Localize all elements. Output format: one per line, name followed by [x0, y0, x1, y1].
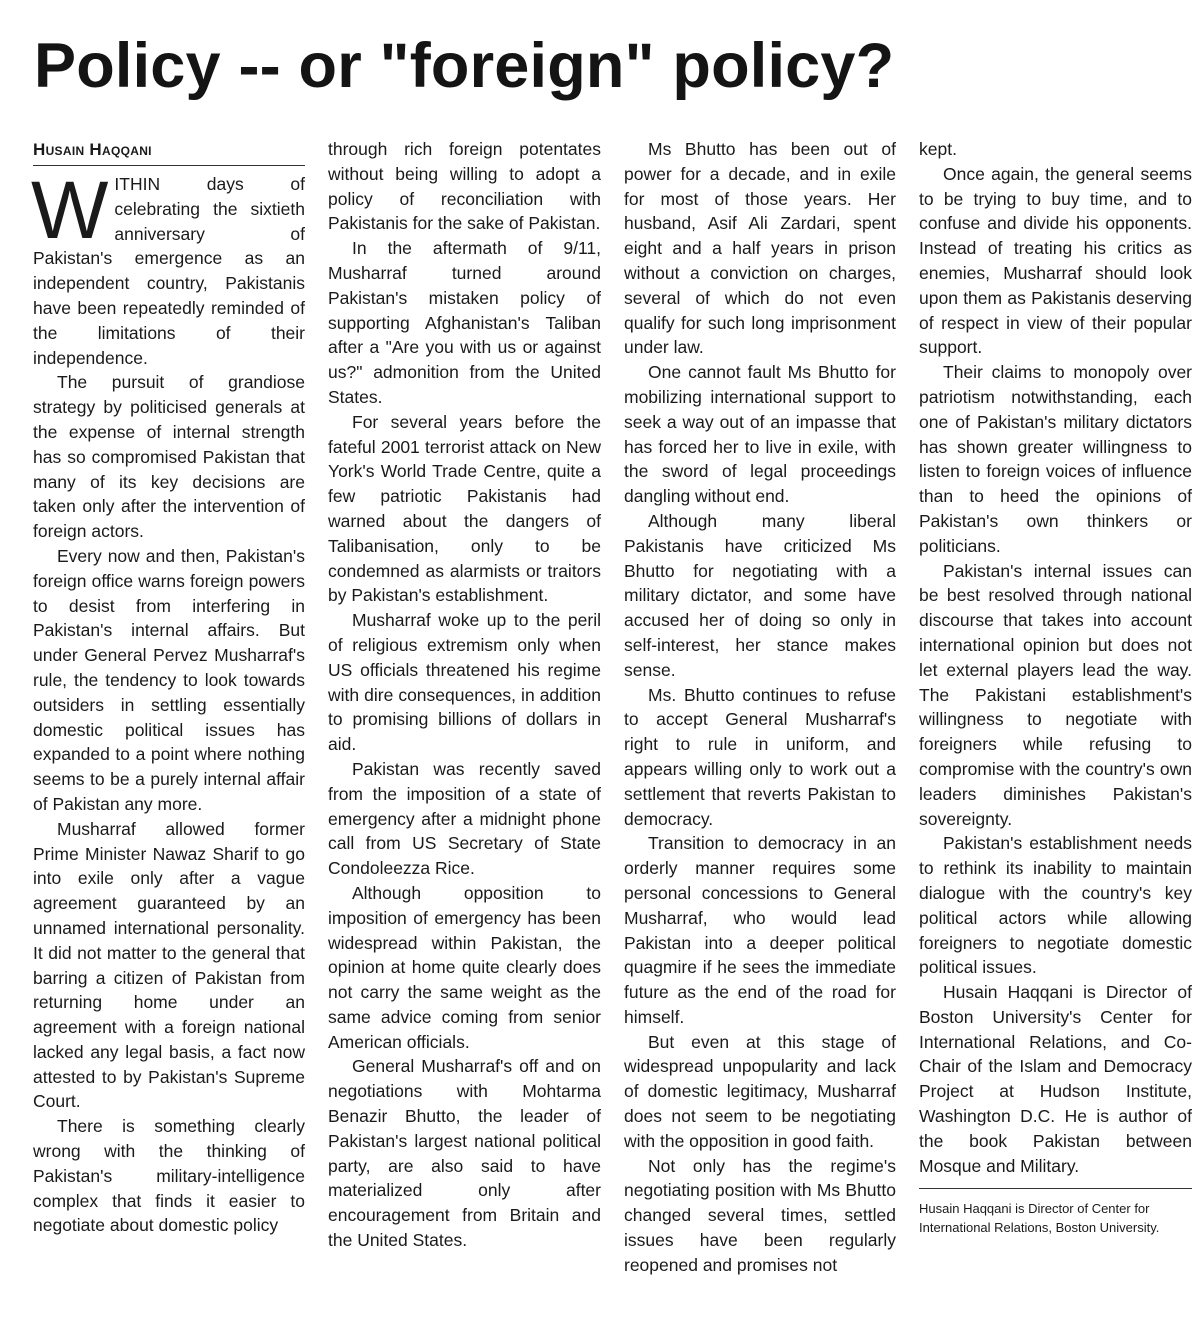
column-2	[328, 137, 601, 1278]
paragraph: kept.	[919, 139, 957, 159]
paragraph: Not only has the regime's negotiating position with Ms Bhutto changed several times, settled issues have been regularly reopened and promises not	[624, 1155, 896, 1275]
paragraph: General Musharraf's off and on negotiations with Mohtarma Benazir Bhutto, the leader of Pakistan's largest national political party, are also said to have materialized only after encouragement from Britain and the United States.	[328, 1056, 601, 1251]
paragraph: There is something clearly wrong with the thinking of Pakistan's military-intelligence complex that finds it easier to negotiate about domestic policy	[33, 1116, 305, 1236]
paragraph: Husain Haqqani is Director of Boston University's Center for International Relations, and Co-Chair of the Islam and Democracy Project at Hudson Institute, Washington D.C. He is author of the book Pakistan between Mosque and Military.	[919, 982, 1192, 1176]
paragraph: But even at this stage of widespread unpopularity and lack of domestic legitimacy, Musharraf does not seem to be negotiating with the opposition in good faith.	[624, 1031, 896, 1151]
column-1	[33, 137, 305, 1278]
column-4	[919, 137, 1192, 1278]
paragraph: through rich foreign potentates without being willing to adopt a policy of reconciliation with Pakistanis for the sake of Pakistan.	[328, 139, 601, 234]
paragraph: Musharraf woke up to the peril of religious extremism only when US officials threatened his regime with dire consequences, in addition to promising billions of dollars in aid.	[328, 610, 601, 755]
byline: Husain Haqqani	[33, 137, 305, 166]
paragraph: Ms Bhutto has been out of power for a decade, and in exile for most of those years. Her husband, Asif Ali Zardari, spent eight and a half years in prison without a conviction on charges, several of which do not even qualify for such long imprisonment under law.	[624, 139, 896, 358]
paragraph: Once again, the general seems to be trying to buy time, and to confuse and divide his opponents. Instead of treating his critics as enemies, Musharraf should look upon them as Pakistanis deserving of respect in view of their popular support.	[919, 163, 1192, 358]
paragraph: Their claims to monopoly over patriotism notwithstanding, each one of Pakistan's military dictators has shown greater willingness to listen to foreign voices of influence than to heed the opinions of Pakistan's own thinkers or politicians.	[919, 362, 1192, 556]
column-3	[624, 137, 896, 1278]
headline: Policy -- or "foreign" policy?	[34, 31, 895, 101]
paragraph: Although many liberal Pakistanis have criticized Ms Bhutto for negotiating with a military dictator, and some have accused her of doing so only in self-interest, her stance makes sense.	[624, 510, 896, 680]
paragraph-text: ITHIN days of celebrating the sixtieth anniversary of Pakistan's emergence as an independent country, Pakistanis have been repeatedly reminded of the limitations of their independence.	[33, 174, 305, 368]
paragraph: The pursuit of grandiose strategy by politicised generals at the expense of internal strength has so compromised Pakistan that many of its key decisions are taken only after the intervention of foreign actors.	[33, 372, 305, 542]
paragraph: In the aftermath of 9/11, Musharraf turned around Pakistan's mistaken policy of supporting Afghanistan's Taliban after a "Are you with us or against us?" admonition from the United States.	[328, 238, 601, 407]
paragraph	[31, 165, 305, 370]
paragraph: Although opposition to imposition of emergency has been widespread within Pakistan, the opinion at home quite clearly does not carry the same weight as the same advice coming from senior American officials.	[328, 882, 601, 1052]
paragraph: Pakistan's internal issues can be best resolved through national discourse that takes into account international opinion but does not let external players lead the way. The Pakistani establishment's willingness to negotiate with foreigners while refusing to compromise with the country's own leaders diminishes Pakistan's sovereignty.	[919, 560, 1192, 829]
author-footnote: Husain Haqqani is Director of Center for International Relations, Boston University.	[919, 1188, 1192, 1237]
paragraph: For several years before the fateful 2001 terrorist attack on New York's World Trade Centre, quite a few patriotic Pakistanis had warned about the dangers of Talibanisation, only to be condemned as alarmists or traitors by Pakistan's establishment.	[328, 411, 601, 606]
paragraph: Ms. Bhutto continues to refuse to accept General Musharraf's right to rule in uniform, and appears willing only to work out a settlement that reverts Pakistan to democracy.	[624, 684, 896, 829]
paragraph: One cannot fault Ms Bhutto for mobilizing international support to seek a way out of an impasse that has forced her to live in exile, with the sword of legal proceedings dangling without end.	[624, 362, 896, 507]
drop-cap: W	[31, 165, 109, 256]
article-columns	[33, 137, 1196, 1278]
paragraph: Pakistan was recently saved from the imposition of a state of emergency after a midnight phone call from US Secretary of State Condoleezza Rice.	[328, 758, 601, 879]
paragraph: Musharraf allowed former Prime Minister Nawaz Sharif to go into exile only after a vague agreement guaranteed by an unnamed international personality. It did not matter to the general that barring a citizen of Pakistan from returning home under an agreement with a foreign national lacked any legal basis, a fact now attested to by Pakistan's Supreme Court.	[33, 818, 305, 1112]
paragraph: Pakistan's establishment needs to rethink its inability to maintain dialogue with the country's key political actors while allowing foreigners to negotiate domestic political issues.	[919, 833, 1192, 978]
paragraph: Transition to democracy in an orderly manner requires some personal concessions to General Musharraf, who would lead Pakistan into a deeper political quagmire if he sees the immediate future as the end of the road for himself.	[624, 833, 896, 1027]
paragraph: Every now and then, Pakistan's foreign office warns foreign powers to desist from interfering in Pakistan's internal affairs. But under General Pervez Musharraf's rule, the tendency to look towards outsiders in settling essentially domestic political issues has expanded to a point where nothing seems to be a purely internal affair of Pakistan any more.	[33, 545, 305, 814]
